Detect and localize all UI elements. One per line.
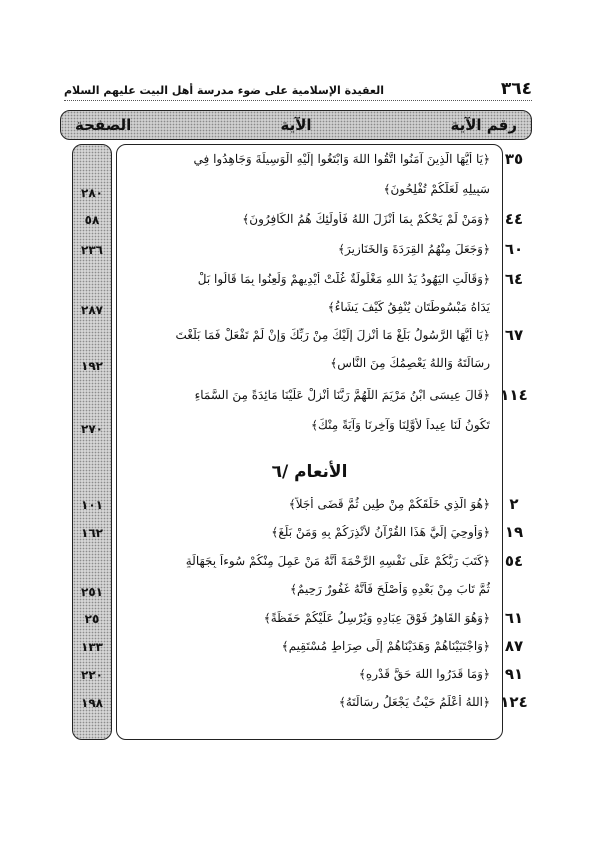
page-number: ٣٦٤ <box>500 79 532 99</box>
page-ref: ٢٣٦ <box>81 243 103 257</box>
surah-heading: الأنعام /٦ <box>271 462 348 482</box>
verse-line: تَكُونُ لَنَا عِيداً لأَوَّلِنَا وَآخِرِنَا وَآيَةً مِنْكَ﴾ <box>310 418 490 432</box>
verse-line: ﴿هُوَ الَّذِي خَلَقَكُمْ مِنْ طِينٍ ثُمَّ قَضَى أَجَلاً﴾ <box>288 497 490 511</box>
page-ref: ١٠١ <box>81 498 103 512</box>
verse-number: ٣٥ <box>504 150 524 168</box>
page-ref: ١٣٣ <box>81 640 103 654</box>
verse-number: ٦١ <box>504 609 524 627</box>
verse-line: رِسَالَتَهُ وَاللهُ يَعْصِمُكَ مِنَ النَّاسِ﴾ <box>330 356 490 370</box>
verse-line: ﴿وَمَنْ لَمْ يَحْكُمْ بِمَا أَنْزَلَ اللهُ فَأُولَئِكَ هُمُ الكَافِرُونَ﴾ <box>242 212 490 226</box>
verse-number: ١١٤ <box>500 386 528 404</box>
verse-line: ﴿وَاجْتَبَيْنَاهُمْ وَهَدَيْنَاهُمْ إِلَى صِرَاطٍ مُسْتَقِيمٍ﴾ <box>281 639 490 653</box>
page-ref: ٢٧٠ <box>81 422 103 436</box>
page-ref: ١٩٨ <box>81 696 103 710</box>
verse-line: ﴿اللهُ أَعْلَمُ حَيْثُ يَجْعَلُ رِسَالَتَهُ﴾ <box>338 695 490 709</box>
page-ref: ١٩٢ <box>81 359 103 373</box>
table-header <box>60 110 532 140</box>
verse-number: ٦٧ <box>504 326 524 344</box>
page-ref: ٥٨ <box>84 213 100 227</box>
page-ref: ١٦٢ <box>81 526 103 540</box>
page-ref: ٢٥ <box>84 612 100 626</box>
verse-number: ٩١ <box>504 665 524 683</box>
verse-number: ١٢٤ <box>500 693 528 711</box>
verse-line: ﴿يَا أَيُّهَا الَّذِينَ آمَنُوا اتَّقُوا اللهَ وَابْتَغُوا إِلَيْهِ الْوَسِيلَةَ وَجَاهِدُوا فِي <box>193 152 490 166</box>
verse-number: ٤٤ <box>504 210 524 228</box>
verse-number: ٥٤ <box>504 552 524 570</box>
verse-line: ﴿وَأُوحِيَ إِلَيَّ هَذَا القُرْآنُ لأُنْذِرَكُمْ بِهِ وَمَنْ بَلَغَ﴾ <box>271 525 490 539</box>
header-page: الصفحة <box>75 116 132 134</box>
verse-number: ٦٤ <box>504 270 524 288</box>
verse-line: ﴿وَهُوَ القَاهِرُ فَوْقَ عِبَادِهِ وَيُرْسِلُ عَلَيْكُمْ حَفَظَةً﴾ <box>263 611 490 625</box>
verse-line: ﴿كَتَبَ رَبُّكُمْ عَلَى نَفْسِهِ الرَّحْمَةَ أَنَّهُ مَنْ عَمِلَ مِنْكُمْ سُوءاً بِجَهَالَةٍ <box>185 554 490 568</box>
page-ref: ٢٢٠ <box>81 668 103 682</box>
verse-number: ٢ <box>509 495 519 513</box>
verse-line: ﴿قَالَ عِيسَى ابْنُ مَرْيَمَ اللَّهُمَّ رَبَّنَا أَنْزِلْ عَلَيْنَا مَائِدَةً مِنَ السَّمَاءِ <box>194 388 490 402</box>
page-ref: ٢٨٠ <box>81 186 103 200</box>
verse-line: ﴿وَمَا قَدَرُوا اللهَ حَقَّ قَدْرِهِ﴾ <box>358 667 490 681</box>
page-ref: ٢٨٧ <box>81 303 103 317</box>
header-verse: الآية <box>280 116 312 134</box>
verse-number: ٨٧ <box>504 637 524 655</box>
verse-line: ثُمَّ تَابَ مِنْ بَعْدِهِ وَأَصْلَحَ فَأَنَّهُ غَفُورٌ رَحِيمٌ﴾ <box>290 582 490 596</box>
verse-line: ﴿يَا أَيُّهَا الرَّسُولُ بَلِّغْ مَا أُنْزِلَ إِلَيْكَ مِنْ رَبِّكَ وَإِنْ لَمْ تَفْعَلْ فَمَا بَلَّغْتَ <box>175 328 490 342</box>
book-title: العقيدة الإسلامية على ضوء مدرسة أهل البيت عليهم السلام <box>64 84 385 97</box>
verse-line: ﴿وَقَالَتِ اليَهُودُ يَدُ اللهِ مَغْلُولَةٌ غُلَّتْ أَيْدِيهِمْ وَلُعِنُوا بِمَا قَالُوا بَلْ <box>197 272 490 286</box>
verse-line: ﴿وَجَعَلَ مِنْهُمُ القِرَدَةَ وَالخَنَازِيرَ﴾ <box>337 242 490 256</box>
verse-line: سَبِيلِهِ لَعَلَّكُمْ تُفْلِحُونَ﴾ <box>383 182 490 196</box>
header-verse-number: رقم الآية <box>450 116 517 134</box>
page-ref: ٢٥١ <box>81 585 103 599</box>
running-head <box>64 78 532 101</box>
verse-number: ٦٠ <box>504 240 524 258</box>
verse-line: يَدَاهُ مَبْسُوطَتَانِ يُنْفِقُ كَيْفَ يَشَاءُ﴾ <box>327 300 490 314</box>
verse-number: ١٩ <box>504 523 524 541</box>
